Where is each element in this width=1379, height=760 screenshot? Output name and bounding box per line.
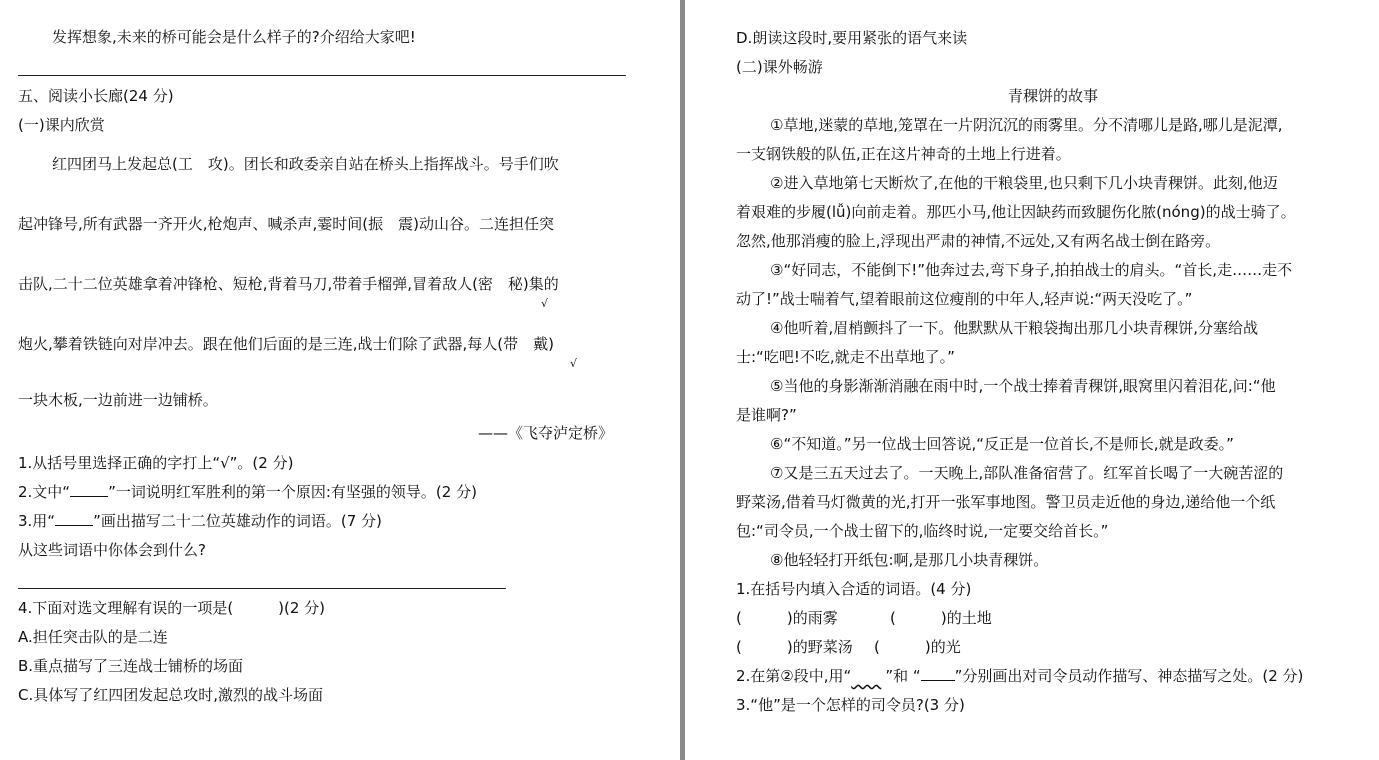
- question-1: 1.从括号里选择正确的字打上“√”。(2 分): [18, 454, 294, 472]
- passage-line: 起冲锋号,所有武器一齐开火,枪炮声、喊杀声,霎时间(振 震)动山谷。二连担任突: [18, 215, 555, 233]
- passage-line: 击队,二十二位英雄拿着冲锋枪、短枪,背着马刀,带着手榴弹,冒着敌人(密 秘)集的: [18, 275, 559, 293]
- question-1: 1.在括号内填入合适的词语。(4 分): [736, 580, 972, 598]
- question-2-prefix: 2.在第②段中,用“: [736, 667, 852, 685]
- fill-blank[interactable]: [55, 511, 93, 526]
- question-2: [18, 482, 477, 502]
- subsection-heading: (一)课内欣赏: [18, 116, 105, 134]
- question-2-prefix: 2.文中“: [18, 483, 71, 501]
- left-page: [0, 0, 680, 760]
- answer-line: [18, 588, 506, 589]
- question-3: 3.“他”是一个怎样的司令员?(3 分): [736, 696, 965, 714]
- question-3-suffix: ”画出描写二十二位英雄动作的词语。(7 分): [93, 512, 382, 530]
- story-line: 士:“吃吧!不吃,就走不出草地了。”: [736, 348, 955, 366]
- option-c: C.具体写了红四团发起总攻时,激烈的战斗场面: [18, 686, 324, 704]
- answer-line: [18, 75, 626, 76]
- check-mark: √: [570, 357, 578, 370]
- fill-phrase[interactable]: ( )的光: [874, 638, 961, 656]
- option-d: D.朗读这段时,要用紧张的语气来读: [736, 29, 968, 47]
- question-3: [18, 511, 382, 531]
- story-line: ⑧他轻轻打开纸包:啊,是那几小块青稞饼。: [770, 551, 1049, 569]
- story-line: ⑤当他的身影渐渐消融在雨中时,一个战士捧着青稞饼,眼窝里闪着泪花,问:“他: [770, 377, 1276, 395]
- story-line: ③“好同志，不能倒下!”他奔过去,弯下身子,拍拍战士的肩头。“首长,走……走不: [770, 261, 1293, 279]
- fill-phrase[interactable]: ( )的雨雾: [736, 609, 838, 627]
- question-3-prefix: 3.用“: [18, 512, 56, 530]
- option-a: A.担任突击队的是二连: [18, 628, 168, 646]
- story-line: ①草地,迷蒙的草地,笼罩在一片阴沉沉的雨雾里。分不清哪儿是路,哪儿是泥潭,: [770, 116, 1283, 134]
- passage-line: 红四团马上发起总(工 攻)。团长和政委亲自站在桥头上指挥战斗。号手们吹: [52, 155, 559, 173]
- question-2-suffix: ”一词说明红军胜利的第一个原因:有坚强的领导。(2 分): [108, 483, 477, 501]
- story-line: 动了!”战士喘着气,望着眼前这位瘦削的中年人,轻声说:“两天没吃了。”: [736, 290, 1193, 308]
- story-line: 是谁啊?”: [736, 406, 797, 424]
- story-line: ⑥“不知道。”另一位战士回答说,“反正是一位首长,不是师长,就是政委。”: [770, 435, 1234, 453]
- story-line: ④他听着,眉梢颤抖了一下。他默默从干粮袋掏出那几小块青稞饼,分塞给战: [770, 319, 1258, 337]
- story-line: 忽然,他那消瘦的脸上,浮现出严肃的神情,不远处,又有两名战士倒在路旁。: [736, 232, 1221, 250]
- fill-phrase[interactable]: ( )的土地: [890, 609, 992, 627]
- story-line: 着艰难的步履(lǚ)向前走着。那匹小马,他让因缺药而致腿伤化脓(nóng)的战士骑了。: [736, 203, 1296, 221]
- option-b: B.重点描写了三连战士铺桥的场面: [18, 657, 244, 675]
- check-mark: √: [541, 297, 549, 310]
- page-divider: [680, 0, 685, 760]
- story-line: ②进入草地第七天断炊了,在他的干粮袋里,也只剩下几小块青稞饼。此刻,他迈: [770, 174, 1278, 192]
- fill-blank[interactable]: [921, 666, 955, 681]
- story-line: 一支钢铁般的队伍,正在这片神奇的土地上行进着。: [736, 145, 1071, 163]
- question-3-follow-up: 从这些词语中你体会到什么?: [18, 541, 206, 559]
- question-2-middle: ”和 “: [885, 667, 921, 685]
- imagination-prompt: 发挥想象,未来的桥可能会是什么样子的?介绍给大家吧!: [52, 28, 416, 46]
- passage-line: 炮火,攀着铁链向对岸冲去。跟在他们后面的是三连,战士们除了武器,每人(带 戴): [18, 335, 555, 353]
- story-line: 野菜汤,借着马灯微黄的光,打开一张军事地图。警卫员走近他的身边,递给他一个纸: [736, 493, 1276, 511]
- story-line: 包:“司令员,一个战士留下的,临终时说,一定要交给首长。”: [736, 522, 1109, 540]
- wavy-line-blank[interactable]: [851, 666, 885, 680]
- question-2: [736, 666, 1303, 686]
- question-4: 4.下面对选文理解有误的一项是( )(2 分): [18, 599, 326, 617]
- fill-blank[interactable]: [70, 482, 108, 497]
- story-line: ⑦又是三五天过去了。一天晚上,部队准备宿营了。红军首长喝了一大碗苦涩的: [770, 464, 1284, 482]
- subsection-heading: (二)课外畅游: [736, 58, 823, 76]
- story-title: 青稞饼的故事: [1008, 87, 1099, 105]
- right-page: [688, 0, 1379, 760]
- passage-line: 一块木板,一边前进一边铺桥。: [18, 391, 218, 409]
- fill-phrase[interactable]: ( )的野菜汤: [736, 638, 853, 656]
- section-heading: 五、阅读小长廊(24 分): [18, 87, 174, 105]
- question-2-suffix: ”分别画出对司令员动作描写、神态描写之处。(2 分): [954, 667, 1304, 685]
- passage-source: ——《飞夺泸定桥》: [478, 424, 614, 442]
